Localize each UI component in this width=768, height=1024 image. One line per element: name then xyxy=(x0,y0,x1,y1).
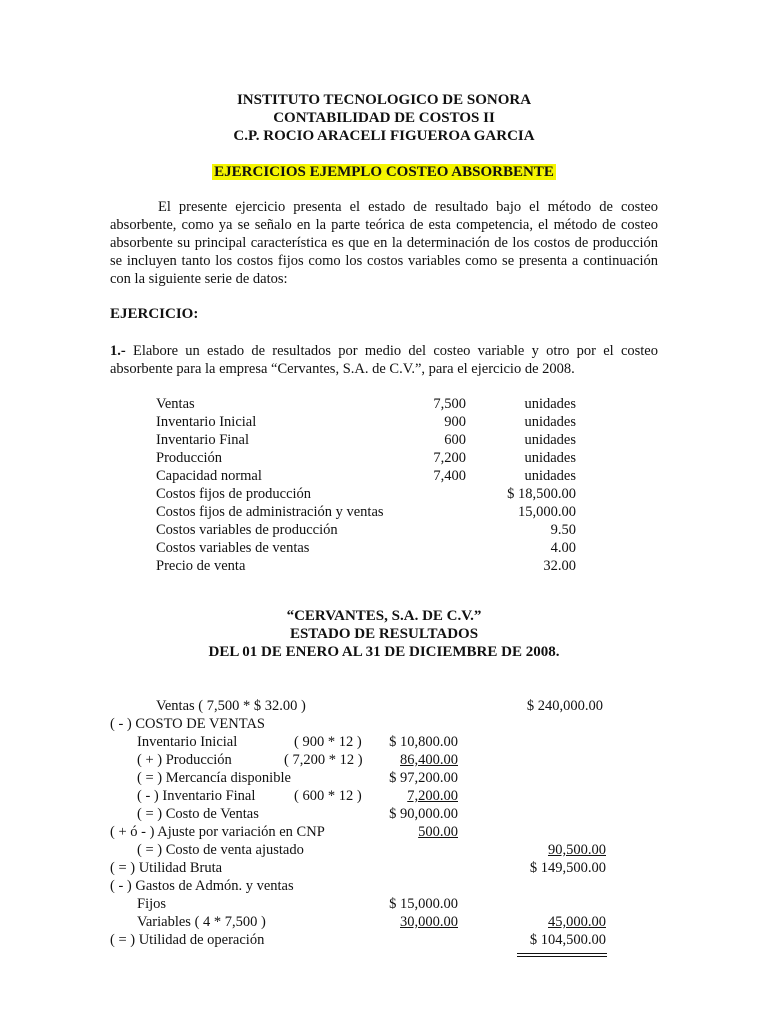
statement-amount: 7,200.00 xyxy=(407,788,458,804)
data-row-value: unidades xyxy=(524,396,576,412)
statement-line: ( = ) Utilidad Bruta xyxy=(110,860,223,876)
data-row-label: Producción xyxy=(156,450,223,466)
statement-line: ( - ) COSTO DE VENTAS xyxy=(110,716,265,732)
statement-calc: ( 600 * 12 ) xyxy=(294,788,362,804)
statement-period: DEL 01 DE ENERO AL 31 DE DICIEMBRE DE 2008. xyxy=(208,644,560,660)
statement-line: ( = ) Costo de Ventas xyxy=(137,806,259,822)
statement-amount: $ 10,800.00 xyxy=(389,734,458,750)
data-row-label: Costos variables de producción xyxy=(156,522,338,538)
statement-total: 90,500.00 xyxy=(548,842,606,858)
statement-total: $ 240,000.00 xyxy=(526,698,603,714)
data-row-label: Capacidad normal xyxy=(156,468,262,484)
statement-total: $ 104,500.00 xyxy=(529,932,606,948)
data-row-qty: 7,200 xyxy=(433,450,466,466)
statement-line: ( = ) Mercancía disponible xyxy=(137,770,291,786)
data-row-value: 9.50 xyxy=(550,522,576,538)
statement-line: ( - ) Gastos de Admón. y ventas xyxy=(110,878,294,894)
data-row-label: Precio de venta xyxy=(156,558,246,574)
statement-total: 45,000.00 xyxy=(548,914,606,930)
exercise-number: 1.- xyxy=(110,343,126,359)
data-row-label: Inventario Inicial xyxy=(156,414,257,430)
exercise-text: Elabore un estado de resultados por medio del costeo variable y otro por el costeo absorbente para la empresa “Cervantes, S.A. de C.V.”, para el ejercicio de 2008. xyxy=(110,343,658,377)
double-underline xyxy=(517,953,607,957)
document-title xyxy=(0,164,768,181)
statement-line: Inventario Inicial xyxy=(137,734,238,750)
statement-amount: 500.00 xyxy=(418,824,458,840)
data-row-label: Costos fijos de producción xyxy=(156,486,312,502)
section-heading: EJERCICIO: xyxy=(110,306,199,322)
statement-name: ESTADO DE RESULTADOS xyxy=(289,626,479,642)
statement-line: ( + ) Producción xyxy=(137,752,232,768)
statement-line: Variables ( 4 * 7,500 ) xyxy=(137,914,266,930)
intro-paragraph xyxy=(110,198,658,288)
statement-amount: 86,400.00 xyxy=(400,752,458,768)
statement-amount: 30,000.00 xyxy=(400,914,458,930)
statement-line: ( = ) Costo de venta ajustado xyxy=(137,842,304,858)
statement-amount: $ 97,200.00 xyxy=(389,770,458,786)
statement-total: $ 149,500.00 xyxy=(529,860,606,876)
data-row-label: Inventario Final xyxy=(156,432,250,448)
intro-text: El presente ejercicio presenta el estado de resultado bajo el método de costeo absorbente, como ya se señalo en la parte teórica de esta competencia, el método de costeo absorbente su principal característica es que en la determinación de los costos de producción se incluyen tanto los costos fijos como los costos variables como se presenta a continuación con la siguiente serie de datos: xyxy=(110,199,658,287)
statement-company: “CERVANTES, S.A. DE C.V.” xyxy=(286,608,482,624)
statement-calc: ( 7,200 * 12 ) xyxy=(284,752,363,768)
teacher-heading: C.P. ROCIO ARACELI FIGUEROA GARCIA xyxy=(233,128,535,144)
data-row-value: unidades xyxy=(524,432,576,448)
data-row-label: Costos variables de ventas xyxy=(156,540,310,556)
course-heading: CONTABILIDAD DE COSTOS II xyxy=(273,110,495,126)
data-row-qty: 7,500 xyxy=(433,396,466,412)
data-row-value: unidades xyxy=(524,450,576,466)
highlighted-title: EJERCICIOS EJEMPLO COSTEO ABSORBENTE xyxy=(214,164,554,180)
statement-line: ( = ) Utilidad de operación xyxy=(110,932,265,948)
statement-calc: ( 900 * 12 ) xyxy=(294,734,362,750)
statement-amount: $ 15,000.00 xyxy=(389,896,458,912)
data-row-qty: 900 xyxy=(444,414,466,430)
statement-line: Fijos xyxy=(137,896,167,912)
statement-line: Ventas ( 7,500 * $ 32.00 ) xyxy=(156,698,306,714)
data-row-value: 32.00 xyxy=(543,558,576,574)
data-row-value: 4.00 xyxy=(550,540,576,556)
data-row-value: 15,000.00 xyxy=(518,504,576,520)
data-row-value: unidades xyxy=(524,414,576,430)
institution-heading: INSTITUTO TECNOLOGICO DE SONORA xyxy=(236,92,532,108)
data-row-value: $ 18,500.00 xyxy=(507,486,576,502)
data-row-value: unidades xyxy=(524,468,576,484)
data-row-label: Costos fijos de administración y ventas xyxy=(156,504,384,520)
data-row-qty: 7,400 xyxy=(433,468,466,484)
statement-amount: $ 90,000.00 xyxy=(389,806,458,822)
data-row-label: Ventas xyxy=(156,396,195,412)
statement-line: ( - ) Inventario Final xyxy=(137,788,256,804)
data-row-qty: 600 xyxy=(444,432,466,448)
exercise-paragraph xyxy=(110,342,658,378)
statement-line: ( + ó - ) Ajuste por variación en CNP xyxy=(110,824,325,840)
